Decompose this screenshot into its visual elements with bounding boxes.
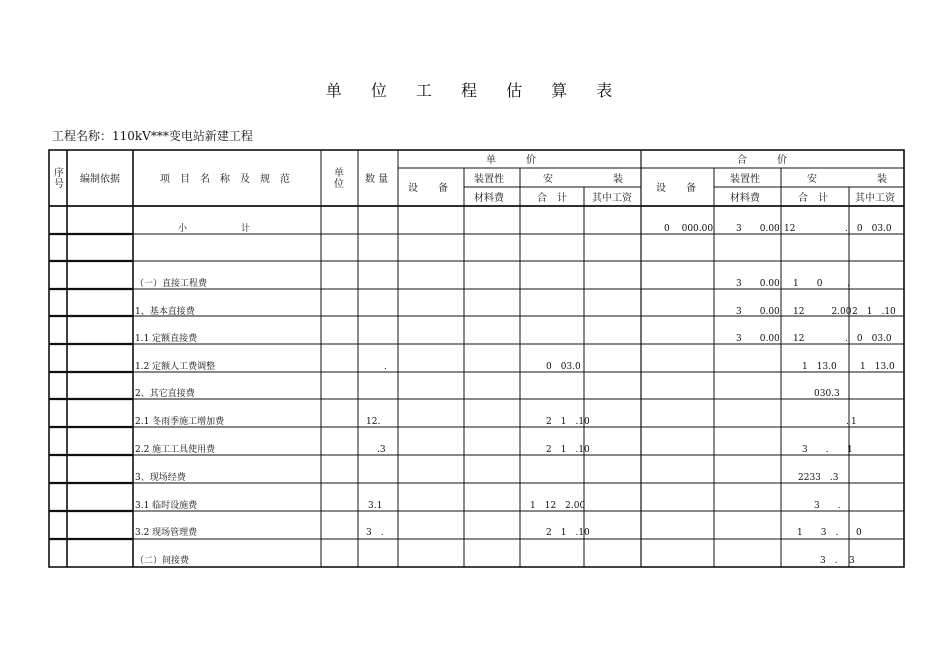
row-total-subtotal: 12 2.00 bbox=[793, 307, 852, 317]
row-total-labor: 2 1 .10 bbox=[852, 307, 896, 317]
row-total-material: 3 0.00 bbox=[736, 224, 780, 234]
row-total-labor: 3 bbox=[849, 556, 855, 566]
header-unit-price: 单 价 bbox=[486, 155, 536, 166]
row-unit-subtotal: 1 12 2.00 bbox=[530, 501, 586, 511]
row-unit-subtotal: 0 03.0 bbox=[546, 362, 581, 372]
row-total-subtotal: 12 bbox=[793, 334, 805, 344]
row-total-labor: 1 bbox=[851, 417, 857, 427]
row-qty: . bbox=[384, 362, 387, 372]
row-item: 1.2 定额人工费调整 bbox=[135, 362, 216, 372]
header-unit: 单位 bbox=[334, 168, 344, 190]
row-total-labor: 0 bbox=[856, 528, 862, 538]
row-total-material: 3 0.00 bbox=[736, 307, 780, 317]
header-total-install: 安 装 bbox=[807, 174, 887, 185]
row-unit-subtotal: 2 1 .10 bbox=[546, 445, 590, 455]
header-total-price: 合 价 bbox=[737, 155, 787, 166]
row-unit-subtotal: 2 1 .10 bbox=[546, 417, 590, 427]
row-qty: 3 . bbox=[366, 528, 384, 538]
header-unit-labor: 其中工资 bbox=[592, 193, 632, 204]
row-item: 2.1 冬雨季施工增加费 bbox=[135, 417, 225, 427]
row-total-subtotal: 2233 .3 bbox=[798, 473, 839, 483]
header-total-material-2: 材料费 bbox=[730, 193, 760, 204]
row-item: 1、基本直接费 bbox=[135, 307, 195, 317]
header-unit-equipment: 设 备 bbox=[408, 183, 448, 194]
row-item: 3.1 临时设施费 bbox=[135, 501, 198, 511]
header-item: 项 目 名 称 及 规 范 bbox=[160, 174, 290, 185]
row-item: 3、现场经费 bbox=[135, 473, 186, 483]
project-name: 工程名称：110kV***变电站新建工程 bbox=[52, 129, 253, 143]
row-total-subtotal: 12 bbox=[784, 224, 796, 234]
header-total-labor: 其中工资 bbox=[855, 193, 895, 204]
row-qty: 12. bbox=[366, 417, 381, 427]
row-qty: .3 bbox=[377, 445, 386, 455]
row-total-subtotal: 030.3 bbox=[814, 389, 840, 399]
row-total-labor: 1 bbox=[847, 445, 853, 455]
row-item: 3.2 现场管理费 bbox=[135, 528, 198, 538]
row-item: 1.1 定额直接费 bbox=[135, 334, 198, 344]
row-total-material: 3 0.00 bbox=[736, 279, 780, 289]
row-total-equipment: 0 000.00 bbox=[664, 224, 714, 234]
row-total-subtotal: 3 . bbox=[802, 445, 829, 455]
header-seq: 序号 bbox=[54, 168, 64, 190]
row-total-labor: . 0 03.0 bbox=[845, 224, 892, 234]
header-unit-subtotal: 合 计 bbox=[537, 193, 567, 204]
row-total-subtotal: . bbox=[846, 417, 849, 427]
row-item: （一）直接工程费 bbox=[135, 279, 208, 289]
row-total-labor: . 0 03.0 bbox=[845, 334, 892, 344]
header-total-subtotal: 合 计 bbox=[798, 193, 828, 204]
row-item: 2、其它直接费 bbox=[135, 389, 195, 399]
row-unit-subtotal: 2 1 .10 bbox=[546, 528, 590, 538]
header-unit-install: 安 装 bbox=[543, 174, 623, 185]
header-qty: 数 量 bbox=[365, 174, 389, 185]
header-unit-material-2: 材料费 bbox=[474, 193, 504, 204]
row-item: 小 计 bbox=[178, 224, 251, 234]
header-total-equipment: 设 备 bbox=[656, 183, 696, 194]
row-total-subtotal: 3 . bbox=[820, 556, 838, 566]
row-total-labor: 1 13.0 bbox=[860, 362, 895, 372]
row-total-subtotal: 3 . bbox=[814, 501, 841, 511]
page-title: 单 位 工 程 估 算 表 bbox=[325, 81, 625, 100]
header-basis: 编制依据 bbox=[80, 174, 120, 185]
row-total-material: 3 0.00 bbox=[736, 334, 780, 344]
row-total-labor: . bbox=[847, 279, 850, 289]
row-total-subtotal: 1 3 . bbox=[797, 528, 839, 538]
row-qty: 3.1 bbox=[368, 501, 383, 511]
row-item: 2.2 施工工具使用费 bbox=[135, 445, 216, 455]
header-total-material-1: 装置性 bbox=[730, 174, 760, 185]
header-unit-material-1: 装置性 bbox=[474, 174, 504, 185]
row-total-subtotal: 1 13.0 bbox=[802, 362, 837, 372]
row-item: （二）间接费 bbox=[135, 556, 190, 566]
row-total-subtotal: 1 0 bbox=[793, 279, 823, 289]
